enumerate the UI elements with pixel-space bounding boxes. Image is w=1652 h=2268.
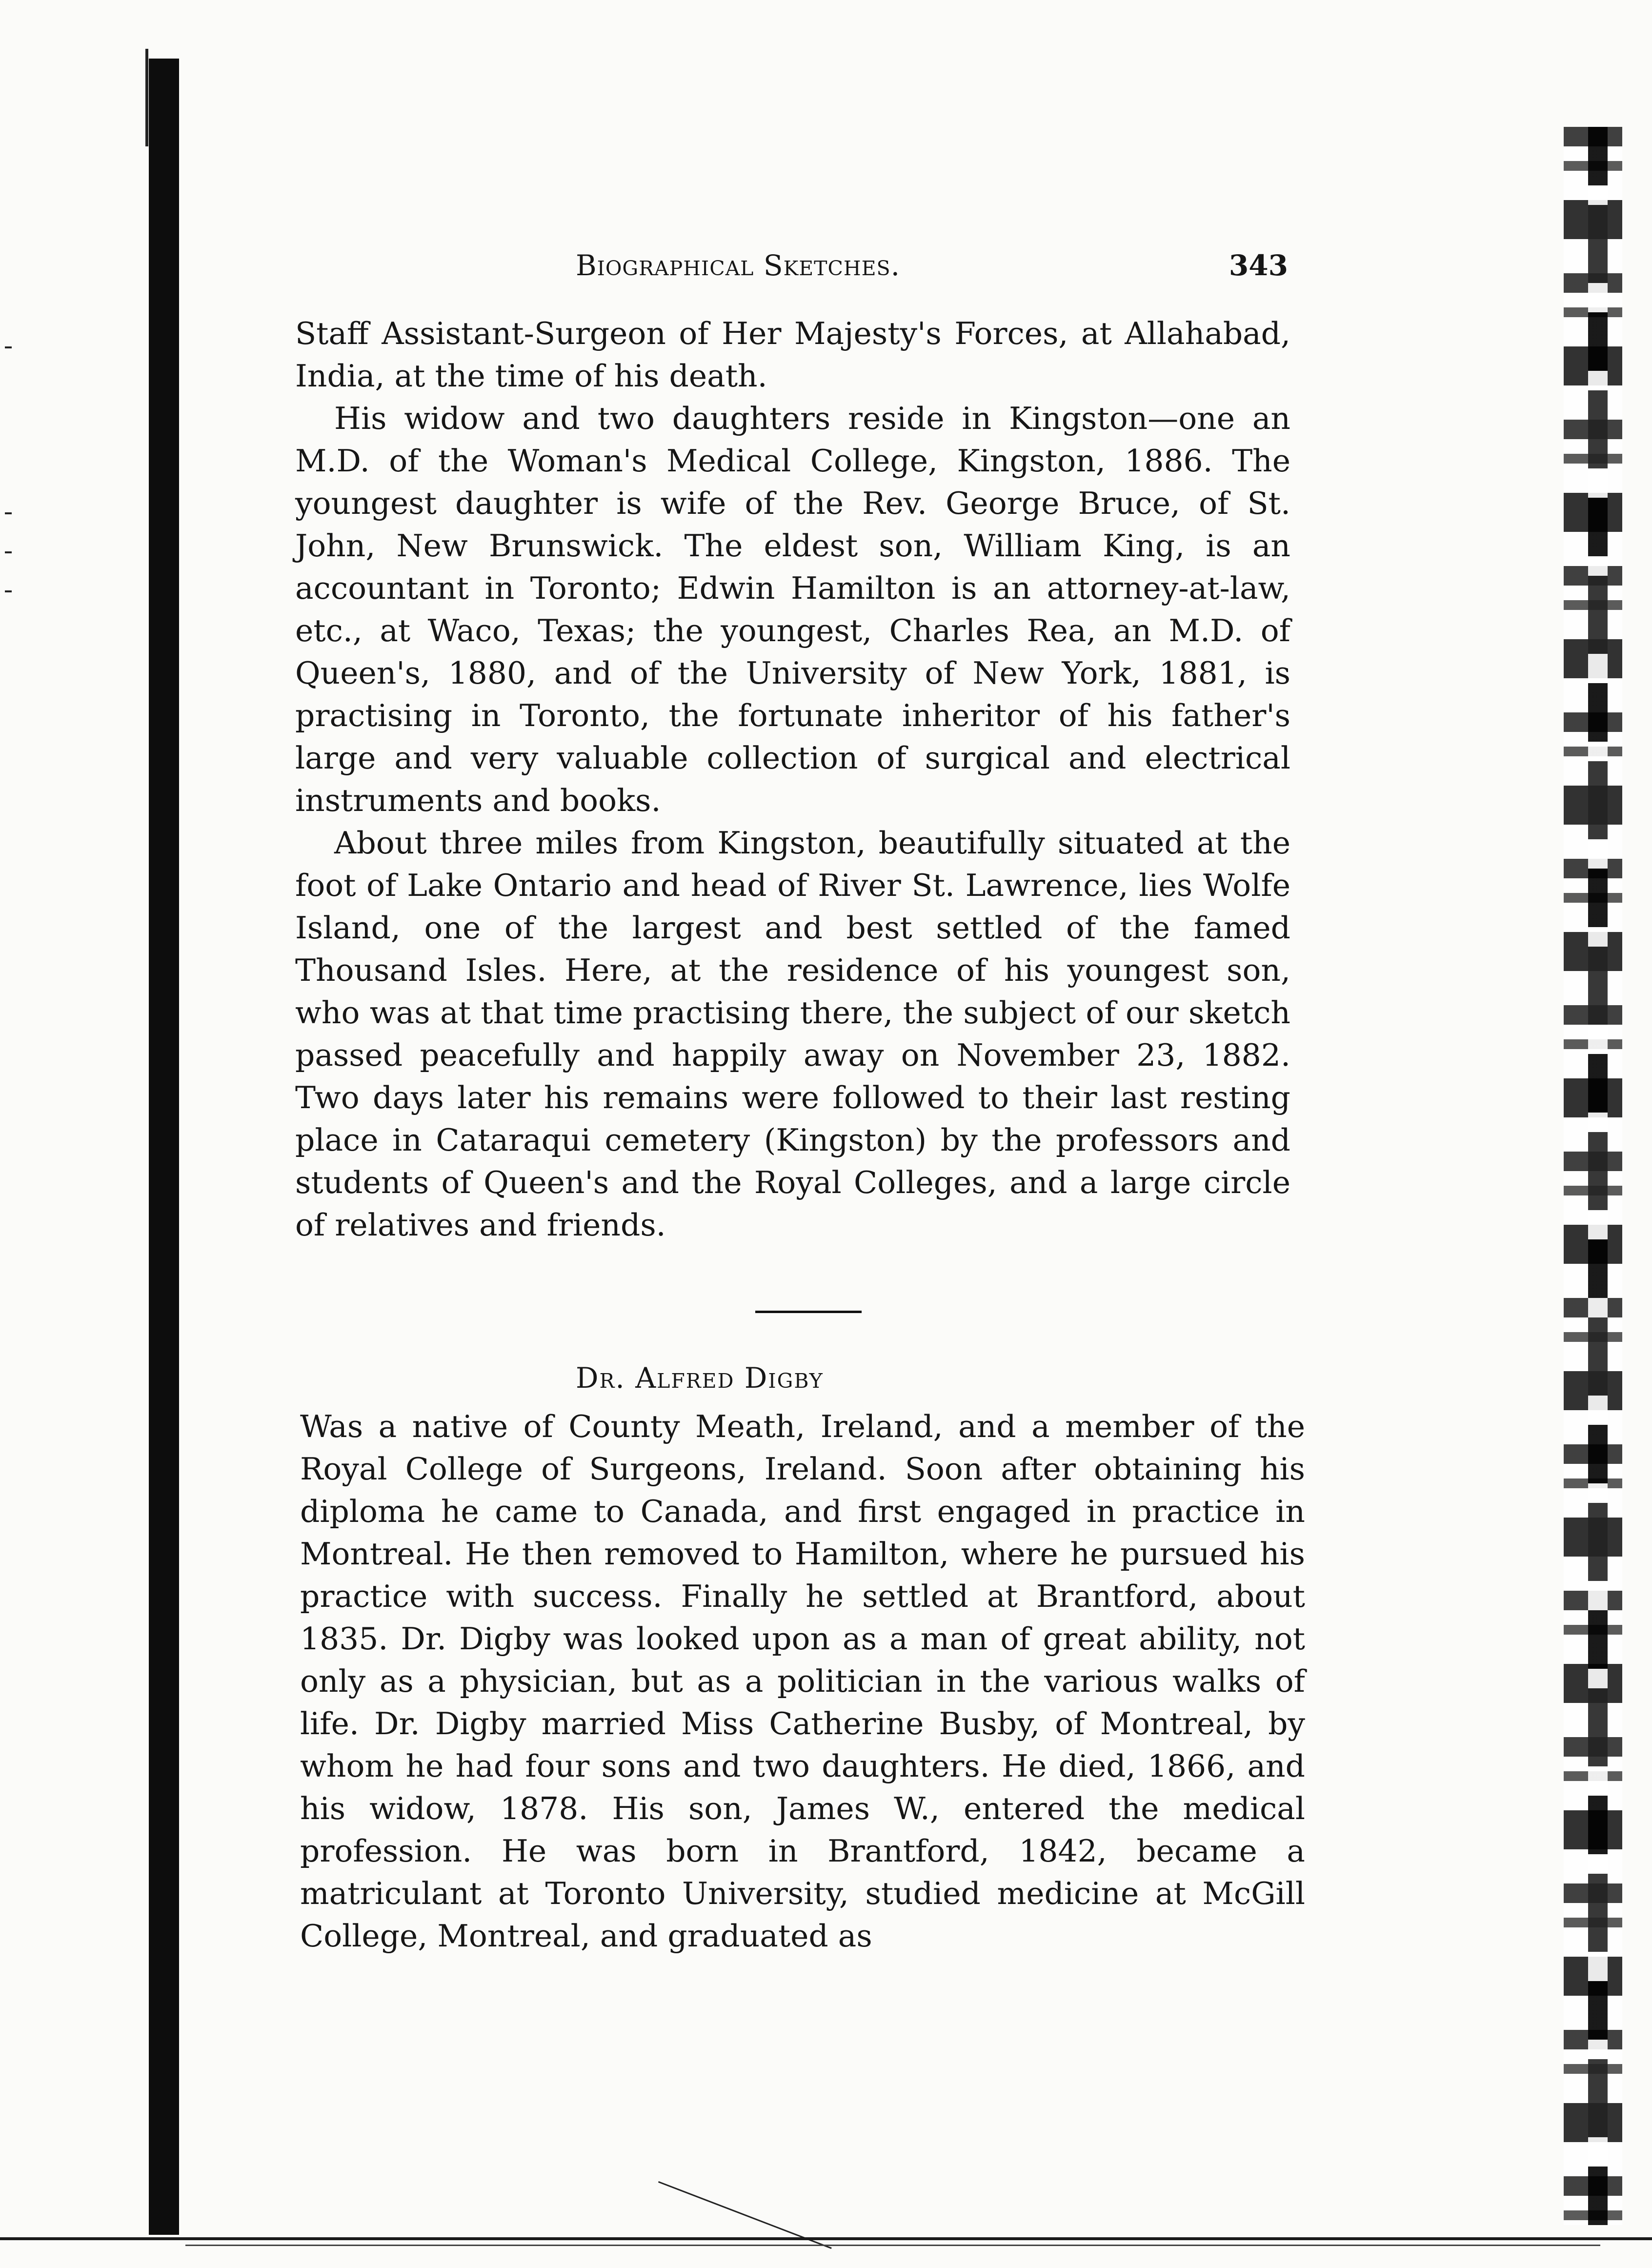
right-edge-artifact-inner bbox=[1588, 127, 1608, 2225]
margin-mark bbox=[5, 590, 12, 592]
running-title: Biographical Sketches. bbox=[576, 249, 901, 282]
margin-mark bbox=[5, 346, 12, 348]
section-divider bbox=[755, 1311, 862, 1313]
section-heading: Dr. Alfred Digby bbox=[576, 1361, 824, 1395]
section-1-text bbox=[295, 312, 1290, 1246]
paragraph: His widow and two daughters reside in Kingston—one an M.D. of the Woman's Medical College, Kingston, 1886. The youngest daughter is wife of the Rev. George Bruce, of St. John, New Brunswick. The eldest son, William King, is an accountant in Toronto; Edwin Hamilton is an attorney-at-law, etc., at Waco, Texas; the youngest, Charles Rea, an M.D. of Queen's, 1880, and of the University of New York, 1881, is practising in Toronto, the fortunate inheritor of his father's large and very valuable collection of surgical and electrical instruments and books. bbox=[295, 401, 1290, 818]
bottom-scan-edge bbox=[0, 2237, 1652, 2240]
margin-mark bbox=[5, 551, 12, 553]
section-2-text bbox=[300, 1405, 1305, 1957]
running-header bbox=[576, 249, 1288, 293]
paragraph: Staff Assistant-Surgeon of Her Majesty's Forces, at Allahabad, India, at the time of his death. bbox=[295, 316, 1290, 394]
margin-mark bbox=[5, 512, 12, 514]
paragraph: Was a native of County Meath, Ireland, and a member of the Royal College of Surgeons, Ireland. Soon after obtaining his diploma he came to Canada, and first engaged in practice in Montreal. He then removed to Hamilton, where he pursued his practice with success. Finally he settled at Brantford, about 1835. Dr. Digby was looked upon as a man of great ability, not only as a physician, but as a politician in the various walks of life. Dr. Digby married Miss Catherine Busby, of Montreal, by whom he had four sons and two daughters. He died, 1866, and his widow, 1878. His son, James W., entered the medical profession. He was born in Brantford, 1842, became a matriculant at Toronto University, studied medicine at McGill College, Montreal, and graduated as bbox=[300, 1409, 1305, 1954]
binding-edge bbox=[149, 59, 179, 2235]
binding-edge-thin bbox=[145, 49, 148, 146]
bottom-scan-edge-inner bbox=[185, 2245, 1600, 2246]
paragraph: About three miles from Kingston, beautifully situated at the foot of Lake Ontario and head of River St. Lawrence, lies Wolfe Island, one of the largest and best settled of the famed Thousand Isles. Here, at the residence of his youngest son, who was at that time practising there, the subject of our sketch passed peacefully and happily away on November 23, 1882. Two days later his remains were followed to their last resting place in Cataraqui cemetery (Kingston) by the professors and students of Queen's and the Royal Colleges, and a large circle of relatives and friends. bbox=[295, 825, 1290, 1243]
page-number: 343 bbox=[1229, 249, 1288, 282]
